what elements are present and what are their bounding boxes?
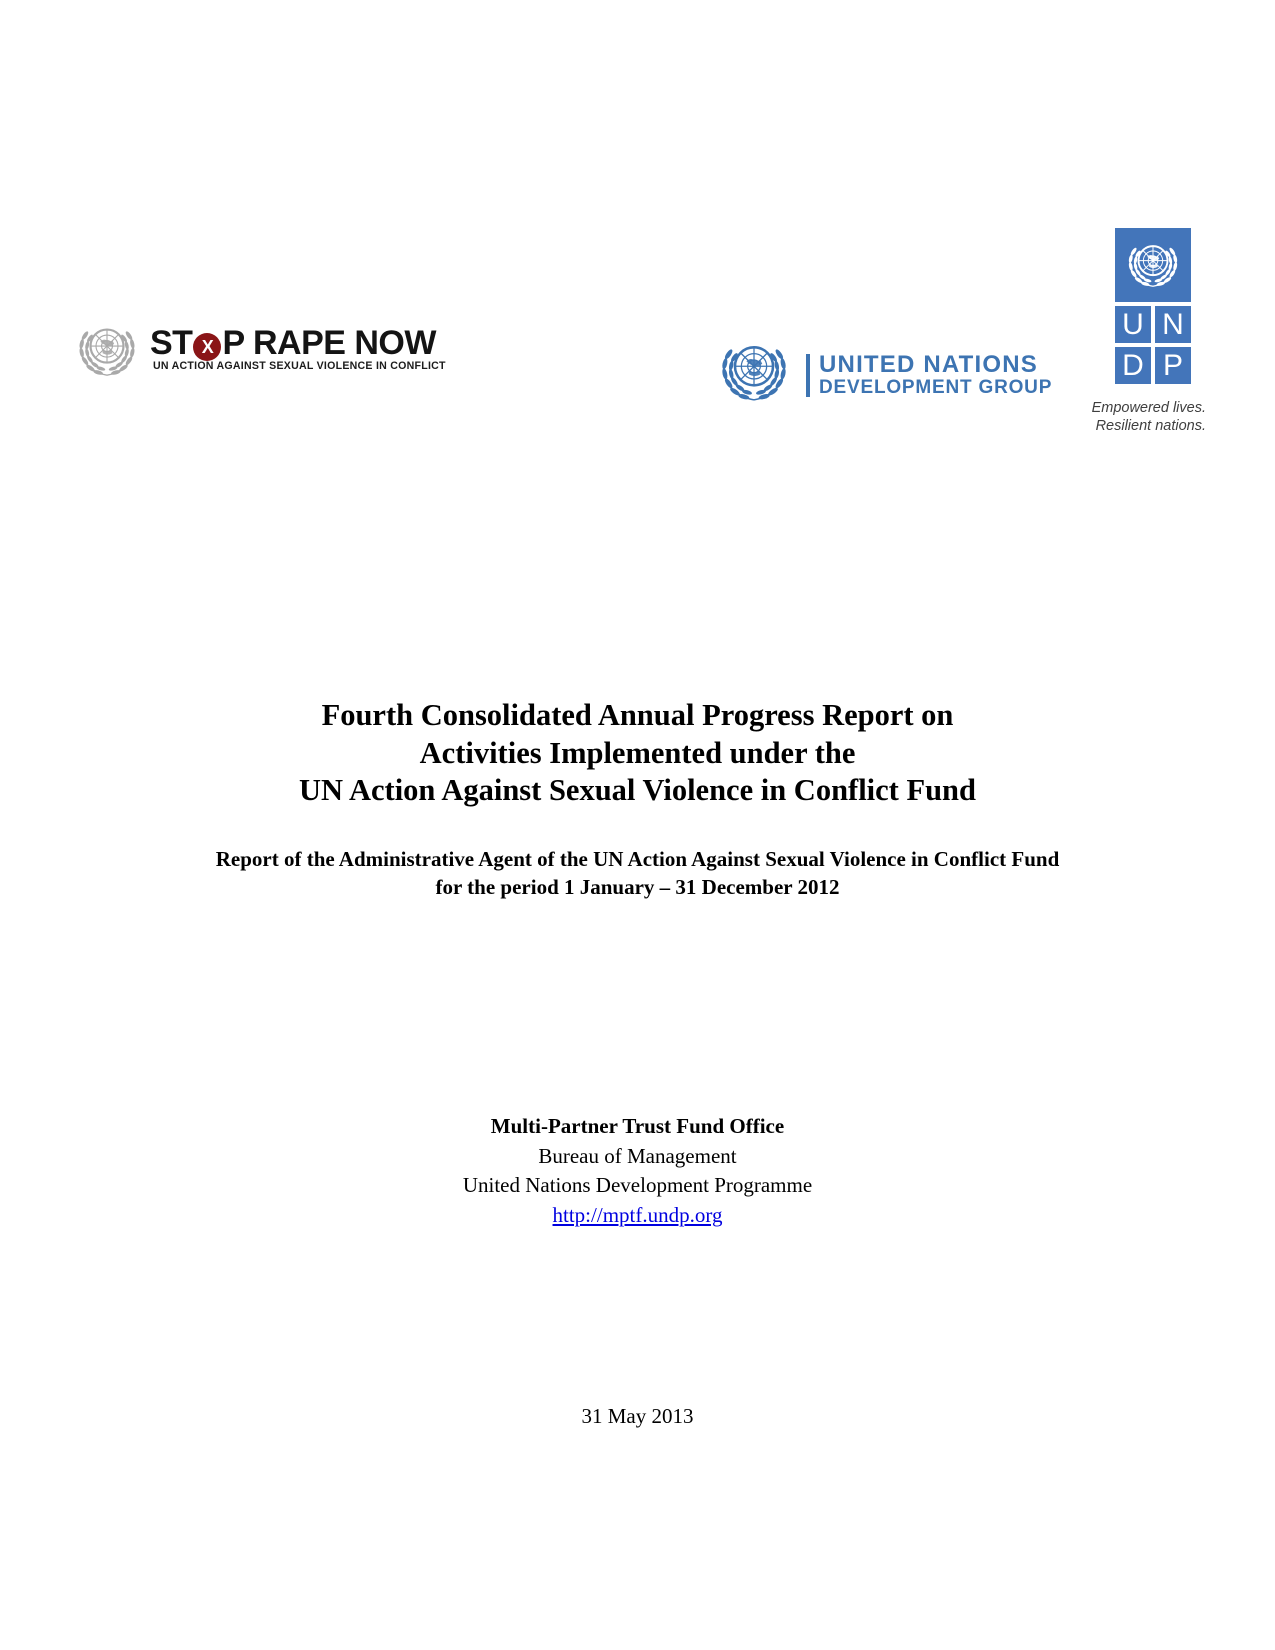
wordmark-st: ST bbox=[150, 324, 193, 362]
title-line-1: Fourth Consolidated Annual Progress Report on bbox=[321, 698, 954, 732]
un-emblem-white-icon bbox=[1124, 238, 1182, 292]
office-url-link[interactable]: http://mptf.undp.org bbox=[552, 1202, 723, 1227]
x-in-circle-icon: X bbox=[193, 333, 221, 361]
undp-letter-n: N bbox=[1155, 306, 1191, 343]
undp-letter-d: D bbox=[1115, 347, 1151, 384]
report-date: 31 May 2013 bbox=[581, 1404, 694, 1428]
office-bureau: Bureau of Management bbox=[538, 1143, 737, 1168]
undp-logo bbox=[1115, 228, 1191, 384]
office-url-line bbox=[0, 1201, 1275, 1231]
title-line-3: UN Action Against Sexual Violence in Conflict Fund bbox=[298, 773, 976, 807]
undp-tagline-line2: Resilient nations. bbox=[1095, 417, 1206, 434]
subtitle-line-1: Report of the Administrative Agent of the UN Action Against Sexual Violence in Conflict Fund bbox=[215, 847, 1060, 871]
undp-letter-u: U bbox=[1115, 306, 1151, 343]
stop-rape-now-tagline: UN ACTION AGAINST SEXUAL VIOLENCE IN CONFLICT bbox=[153, 360, 446, 372]
undg-divider bbox=[806, 354, 810, 397]
wordmark-rest: P RAPE NOW bbox=[222, 324, 436, 362]
undp-letter-row-2 bbox=[1115, 347, 1191, 384]
undp-tagline bbox=[1040, 400, 1206, 435]
undg-line1: UNITED NATIONS bbox=[819, 351, 1039, 378]
undp-letter-p: P bbox=[1155, 347, 1191, 384]
office-name: Multi-Partner Trust Fund Office bbox=[490, 1114, 785, 1138]
office-org: United Nations Development Programme bbox=[462, 1173, 813, 1197]
office-block bbox=[0, 1112, 1275, 1230]
report-subtitle bbox=[0, 845, 1275, 901]
report-title bbox=[0, 697, 1275, 810]
subtitle-line-2: for the period 1 January – 31 December 2012 bbox=[435, 875, 840, 899]
undp-tagline-line1: Empowered lives. bbox=[1091, 400, 1206, 416]
un-emblem-blue-icon bbox=[716, 337, 792, 407]
title-line-2: Activities Implemented under the bbox=[419, 735, 856, 770]
undp-emblem-tile bbox=[1115, 228, 1191, 302]
undg-wordmark bbox=[819, 352, 1052, 398]
un-emblem-grey-icon bbox=[74, 320, 140, 382]
undp-letter-row-1 bbox=[1115, 306, 1191, 343]
undg-line2: DEVELOPMENT GROUP bbox=[819, 377, 1053, 398]
stop-rape-now-wordmark bbox=[150, 324, 436, 363]
